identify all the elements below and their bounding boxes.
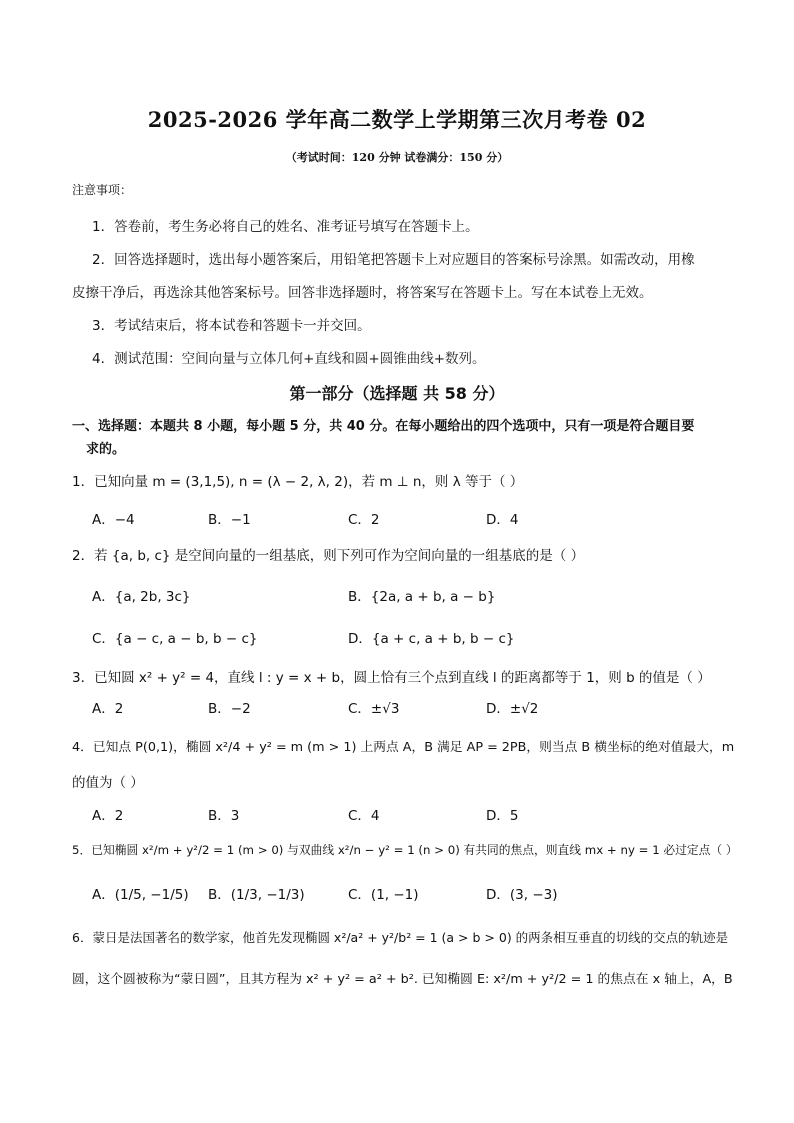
question-1: 1．已知向量 m = (3,1,5), n = (λ − 2, λ, 2)，若 m ⊥ n，则 λ 等于（ ） [72,474,524,490]
question-2: 2．若 {a, b, c} 是空间向量的一组基底，则下列可作为空间向量的一组基底的是（ ） [72,548,585,564]
q3-option-a: A．2 [92,701,124,717]
note-item: 皮擦干净后，再选涂其他答案标号。回答非选择题时，将答案写在答题卡上。写在本试卷上无效。 [72,285,653,301]
question-6: 6．蒙日是法国著名的数学家，他首先发现椭圆 x²/a² + y²/b² = 1 (a > b > 0) 的两条相互垂直的切线的交点的轨迹是 [72,930,729,945]
intro-label: 一、选择题： [72,419,151,434]
scope-text: 空间向量与立体几何+直线和圆+圆锥曲线+数列。 [181,351,486,367]
page-title: 2025-2026 学年高二数学上学期第三次月考卷 02 [147,107,647,132]
q1-option-c: C．2 [348,512,380,528]
note-item: 2．回答选择题时，选出每小题答案后，用铅笔把答题卡上对应题目的答案标号涂黑。如需改动，用橡 [92,252,695,268]
intro-line-1: 本题共 8 小题，每小题 5 分，共 40 分。在每小题给出的四个选项中，只有一项是符合题目要 [150,419,695,434]
q4-option-d: D．5 [486,808,519,824]
note-item-scope [92,347,486,367]
q5-option-a: A．(1/5, −1/5) [92,887,189,903]
question-4: 4．已知点 P(0,1)，椭圆 x²/4 + y² = m (m > 1) 上两点 A，B 满足 AP = 2PB，则当点 B 横坐标的绝对值最大，m [72,740,735,755]
section-intro [72,415,694,434]
q3-option-b: B．−2 [208,701,251,717]
q1-option-a: A．−4 [92,512,135,528]
q4-option-b: B．3 [208,808,240,824]
note-item: 3．考试结束后，将本试卷和答题卡一并交回。 [92,318,371,334]
q2-option-b: B．{2a, a + b, a − b} [348,589,496,605]
q5-option-c: C．(1, −1) [348,887,419,903]
question-6-cont: 圆，这个圆被称为“蒙日圆”，且其方程为 x² + y² = a² + b². 已知椭圆 E: x²/m + y²/2 = 1 的焦点在 x 轴上，A，B [72,972,733,987]
q2-option-d: D．{a + c, a + b, b − c} [348,631,515,647]
exam-info: （考试时间：120 分钟 试卷满分：150 分） [285,151,509,164]
q2-option-c: C．{a − c, a − b, b − c} [92,631,258,647]
q3-option-c: C．±√3 [348,701,400,717]
question-3: 3．已知圆 x² + y² = 4，直线 l : y = x + b，圆上恰有三个点到直线 l 的距离都等于 1，则 b 的值是（ ） [72,670,711,686]
section-title: 第一部分（选择题 共 58 分） [289,384,505,403]
q5-option-d: D．(3, −3) [486,887,558,903]
q2-option-a: A．{a, 2b, 3c} [92,589,191,605]
q4-option-c: C．4 [348,808,380,824]
intro-line-2: 求的。 [86,442,126,457]
q4-option-a: A．2 [92,808,124,824]
q1-option-b: B．−1 [208,512,251,528]
q5-option-b: B．(1/3, −1/3) [208,887,305,903]
question-5: 5．已知椭圆 x²/m + y²/2 = 1 (m > 0) 与双曲线 x²/n − y² = 1 (n > 0) 有共同的焦点，则直线 mx + ny = 1 必过定点（ ） [72,843,738,857]
scope-prefix: 4．测试范围： [92,351,182,367]
q1-option-d: D．4 [486,512,519,528]
q3-option-d: D．±√2 [486,701,539,717]
notes-title: 注意事项： [72,183,133,197]
question-4-cont: 的值为（ ） [72,775,144,791]
note-item: 1．答卷前，考生务必将自己的姓名、准考证号填写在答题卡上。 [92,219,479,235]
